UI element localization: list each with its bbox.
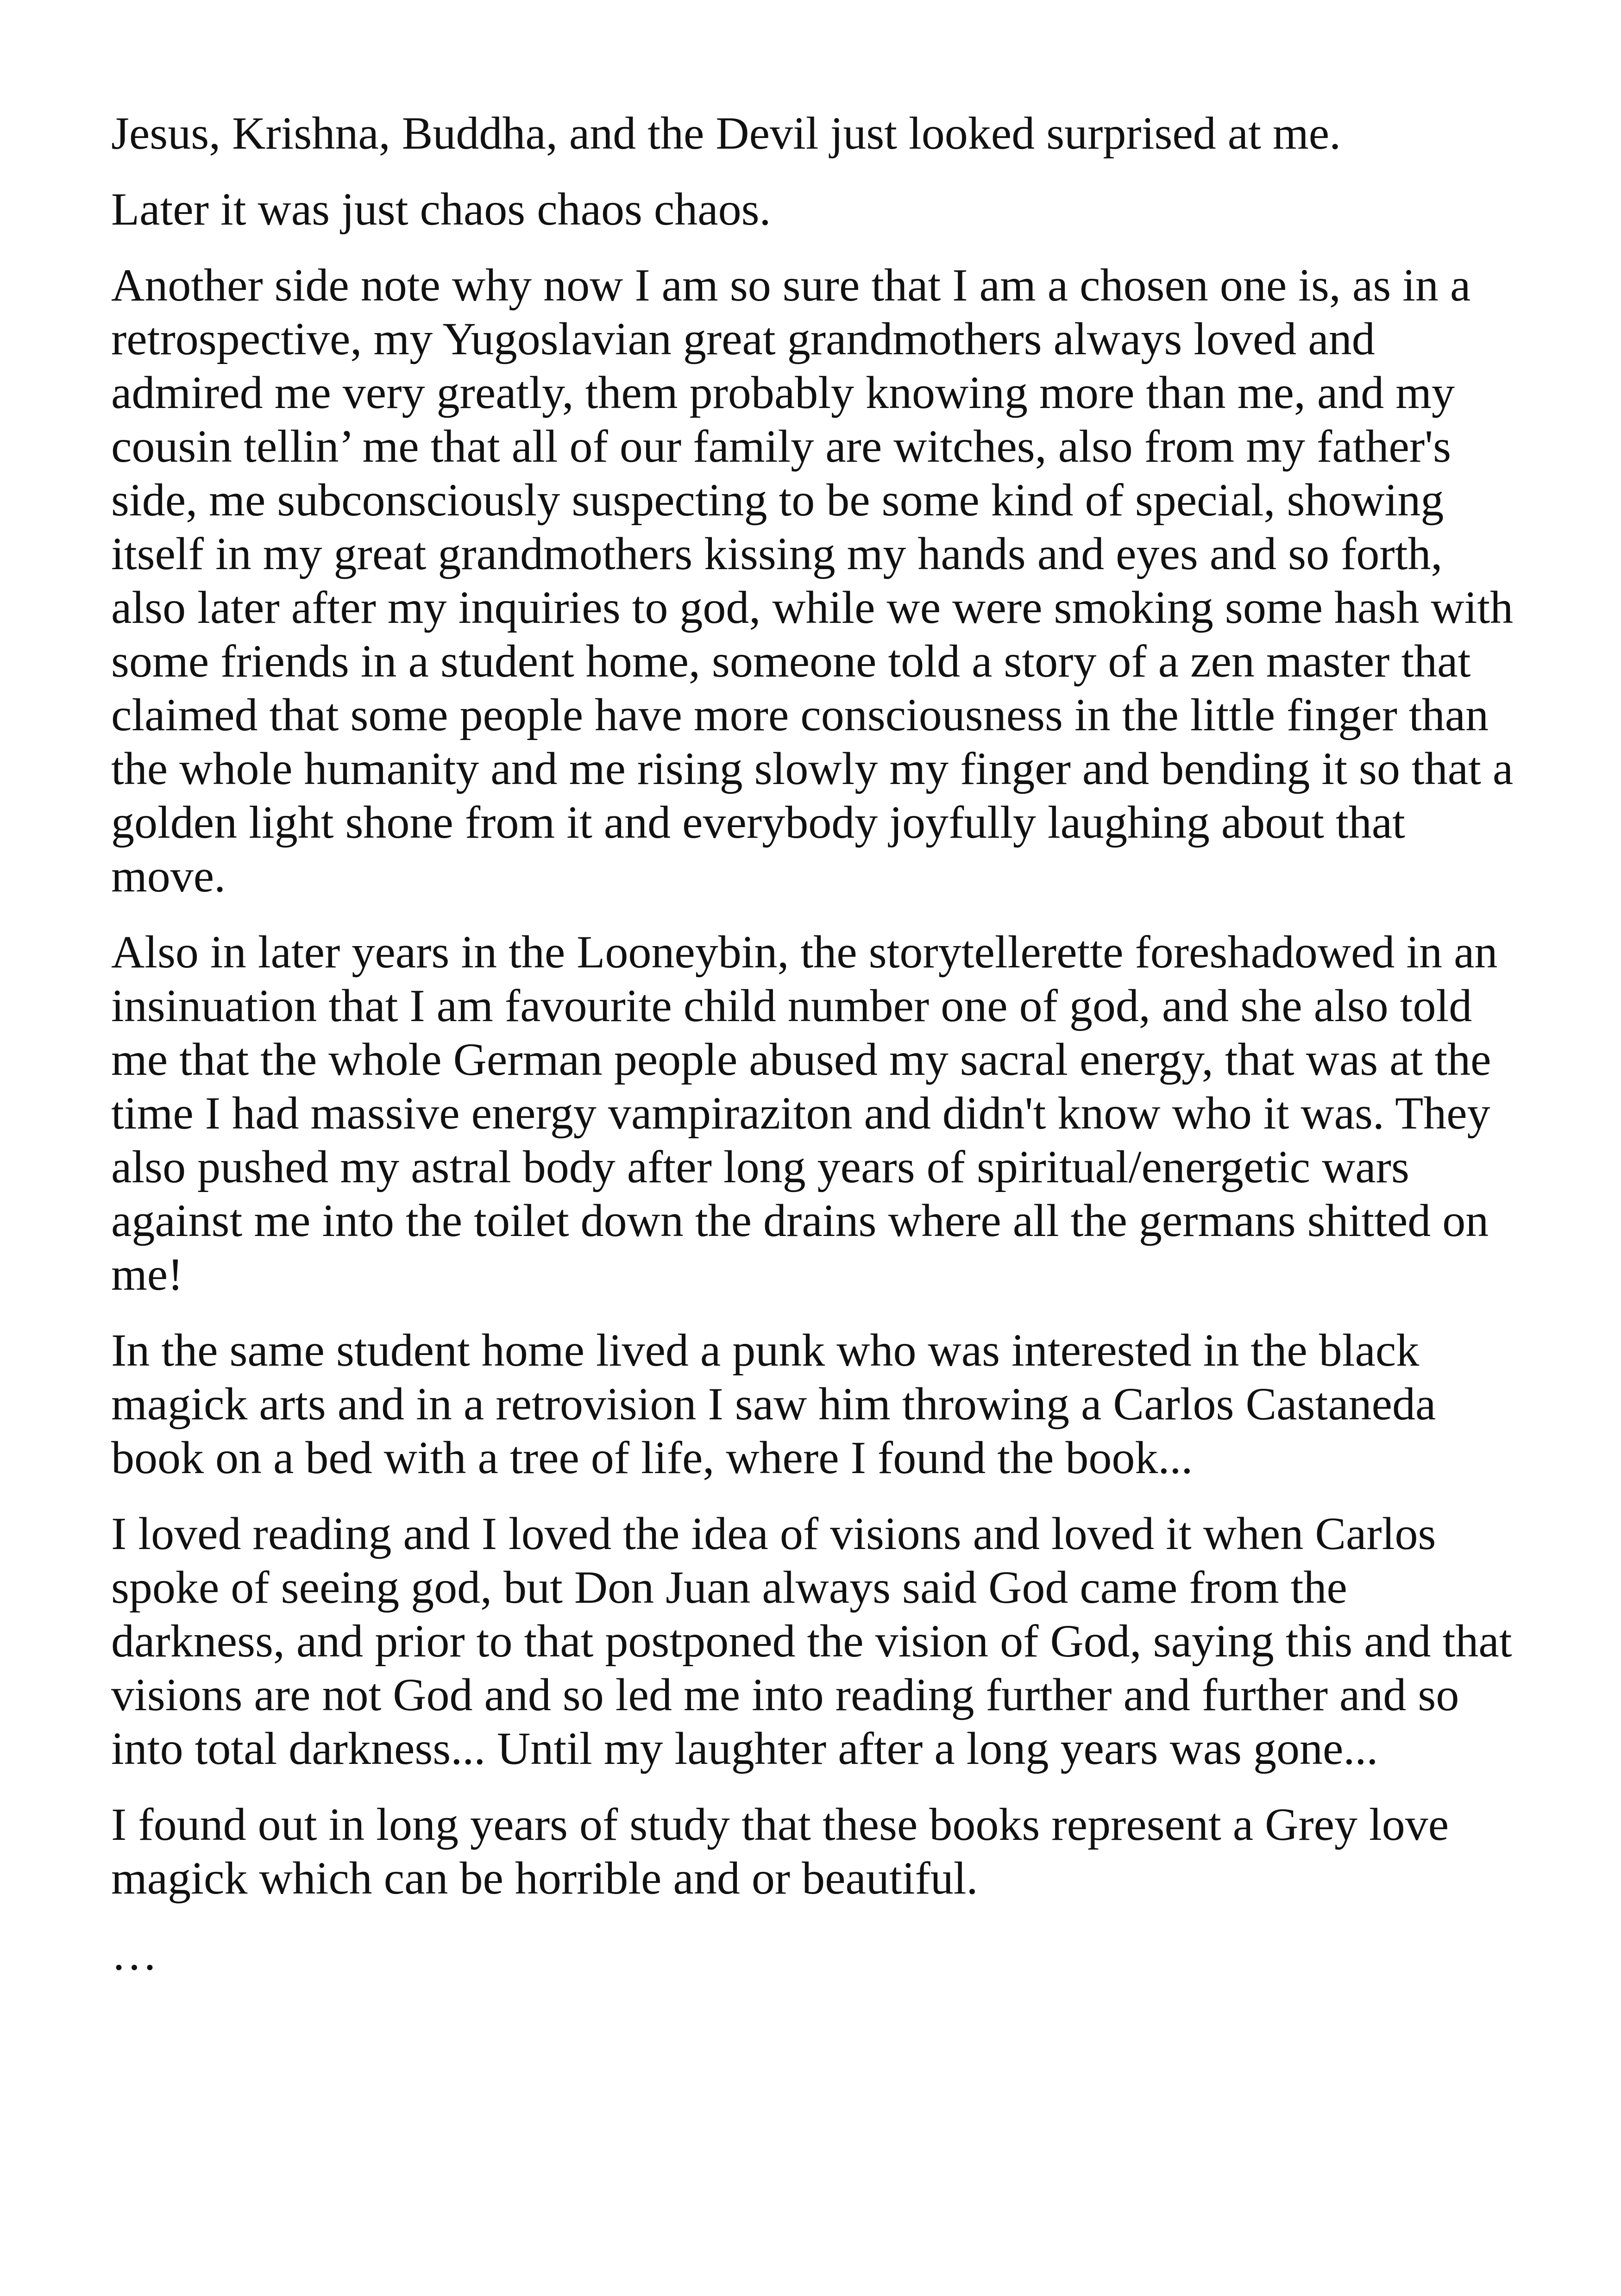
paragraph-1: Jesus, Krishna, Buddha, and the Devil just looked surprised at me. — [111, 107, 1341, 159]
paragraph-6: I loved reading and I loved the idea of visions and loved it when Carlos spoke of seeing god, but Don Juan always said God came from the darkness, and prior to that postponed the vision of God, saying this and that visions are not God and so led me into reading further and further and so into total darkness... Until my laughter after a long years was gone... — [111, 1508, 1512, 1774]
ending-ellipsis: … — [111, 1928, 157, 1980]
document-page — [111, 107, 1528, 2003]
paragraph-4: Also in later years in the Looneybin, the storytellerette foreshadowed in an insinuation that I am favourite child number one of god, and she also told me that the whole German people abused my sacral energy, that was at the time I had massive energy vampiraziton and didn't know who it was. They also pushed my astral body after long years of spiritual/energetic wars against me into the toilet down the drains where all the germans shitted on me! — [111, 926, 1498, 1300]
paragraph-2: Later it was just chaos chaos chaos. — [111, 183, 771, 235]
paragraph-7: I found out in long years of study that these books represent a Grey love magick which can be horrible and or beautiful. — [111, 1799, 1449, 1904]
paragraph-3: Another side note why now I am so sure that I am a chosen one is, as in a retrospective, my Yugoslavian great grandmothers always loved and admired me very greatly, them probably knowing more than me, and my cousin tellin’ me that all of our family are witches, also from my father's side, me subconsciously suspecting to be some kind of special, showing itself in my great grandmothers kissing my hands and eyes and so forth, also later after my inquiries to god, while we were smoking some hash with some friends in a student home, someone told a story of a zen master that claimed that some people have more consciousness in the little finger than the whole humanity and me rising slowly my finger and bending it so that a golden light shone from it and everybody joyfully laughing about that move. — [111, 259, 1514, 902]
paragraph-5: In the same student home lived a punk who was interested in the black magick arts and in a retrovision I saw him throwing a Carlos Castaneda book on a bed with a tree of life, where I found the book... — [111, 1324, 1436, 1483]
